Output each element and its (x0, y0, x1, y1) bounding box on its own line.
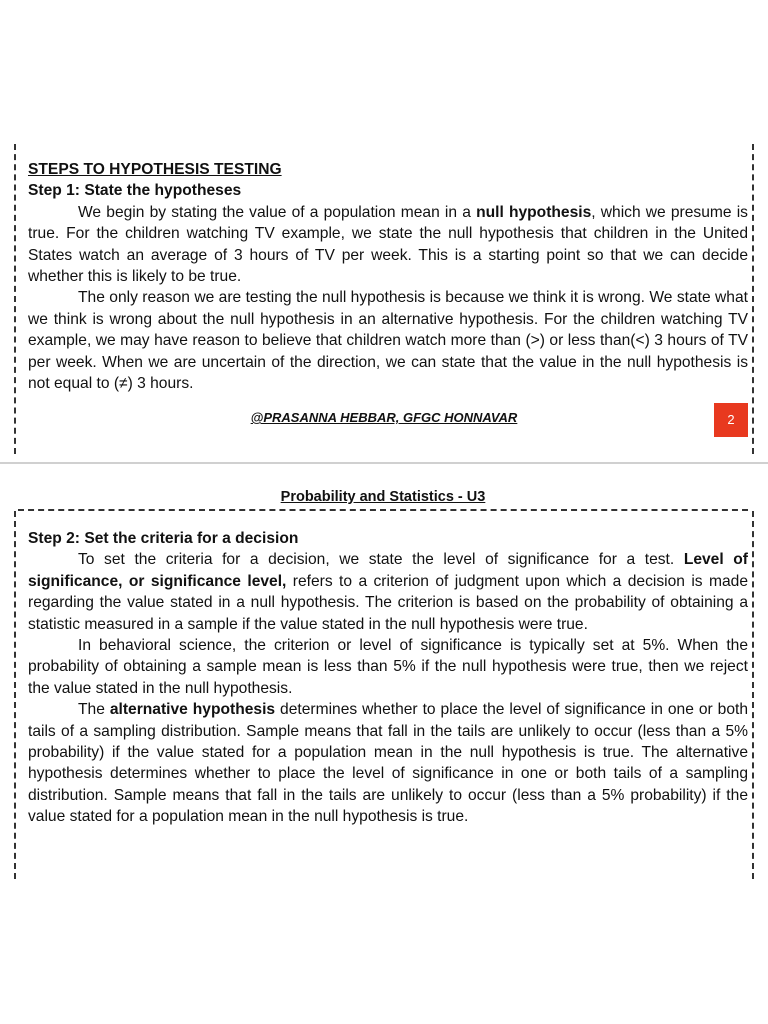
step-1-heading: Step 1: State the hypotheses (28, 182, 242, 200)
paragraph-text: refers to a criterion of judgment upon which a decision is made regarding the value stated in a null hypothesis. The criterion is based on the probability of obtaining a statistic measured in a sample if the value stated in the null hypothesis were true. (28, 572, 748, 633)
running-header (18, 489, 748, 511)
document-page-top (0, 138, 768, 458)
page-content (28, 528, 748, 828)
paragraph-text: , which we presume is true. For the children watching TV example, we state the null hypothesis that children in the United States watch an average of 3 hours of TV per week. This is a starting point so that we can decide whether this is likely to be true. (28, 203, 748, 286)
paragraph-five-percent: In behavioral science, the criterion or level of significance is typically set at 5%. When the probability of obtaining a sample mean is less than 5% if the null hypothesis were true, then we reject the value stated in the null hypothesis. (28, 637, 748, 697)
section-title: STEPS TO HYPOTHESIS TESTING (28, 161, 282, 178)
paragraph-text: We begin by stating the value of a population mean in a (78, 203, 477, 221)
paragraph-null-hypothesis (28, 202, 748, 288)
paragraph-text: determines whether to place the level of significance in one or both tails of a sampling distribution. Sample means that fall in the tails are unlikely to occur (less than a 5% probability) if the value stated for a population mean in the null hypothesis is true. The alternative hypothesis determines whether to place the level of significance in one or both tails of a sampling distribution. Sample means that fall in the tails are unlikely to occur (less than a 5% probability) if the value stated for a population mean in the null hypothesis is true. (28, 701, 749, 826)
page-separator (0, 462, 768, 464)
paragraph-text: The (78, 701, 110, 719)
page-number-badge: 2 (714, 403, 748, 437)
step-2-heading: Step 2: Set the criteria for a decision (28, 530, 299, 547)
page-content (28, 159, 748, 394)
running-header-title: Probability and Statistics - U3 (277, 489, 490, 505)
paragraph-text: To set the criteria for a decision, we state the level of significance for a test. (78, 551, 684, 569)
paragraph-tails (28, 699, 748, 827)
paragraph-alternative-hypothesis: The only reason we are testing the null hypothesis is because we think it is wrong. We state what we think is wrong about the null hypothesis in an alternative hypothesis. For the children watching TV example, we may have reason to believe that children watch more than (>) or less than(<) 3 hours of TV per week. When we are uncertain of the direction, we can state that the value in the null hypothesis is not equal to (≠) 3 hours. (28, 289, 748, 393)
term-alternative-hypothesis: alternative hypothesis (109, 701, 276, 719)
term-null-hypothesis: null hypothesis (476, 203, 592, 221)
running-header-title-wrap (18, 489, 748, 505)
paragraph-significance-level (28, 549, 748, 635)
document-page-bottom (0, 485, 768, 885)
page-footer-credit: @PRASANNA HEBBAR, GFGC HONNAVAR (250, 410, 518, 425)
term-level-of-significance: Level of significance, or significance level, (28, 551, 748, 590)
